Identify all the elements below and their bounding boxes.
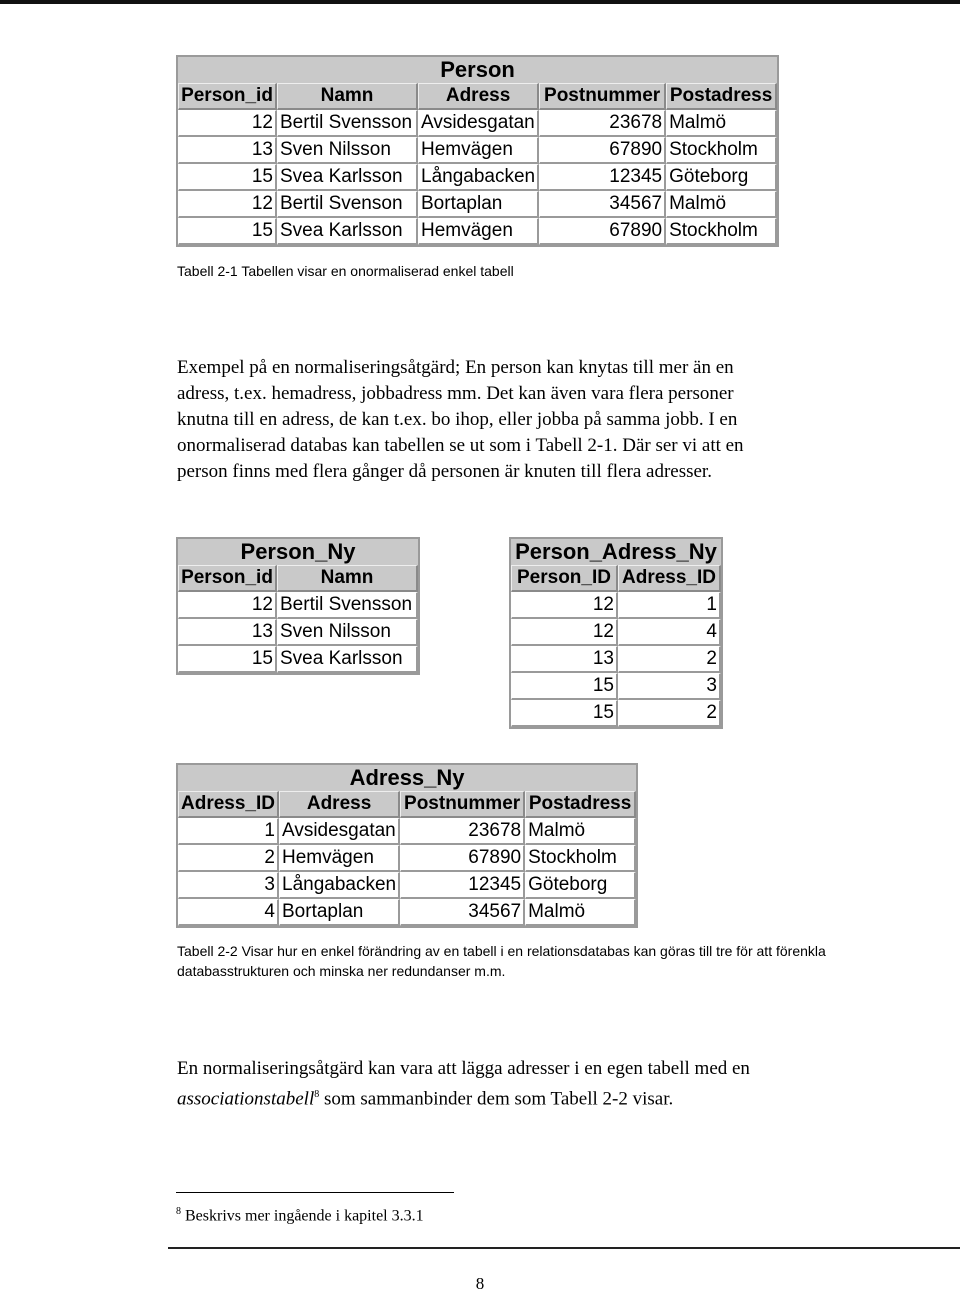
caption-line: Tabell 2-2 Visar hur en enkel förändring av en tabell i en relationsdatabas kan göras till tre för att förenkla — [177, 943, 826, 959]
person-adress-ny-table — [509, 537, 723, 729]
cell: Malmö — [666, 110, 777, 137]
cell: 34567 — [539, 191, 666, 218]
cell: Svea Karlsson — [277, 164, 418, 191]
table-row — [178, 872, 636, 899]
table-row — [178, 592, 418, 619]
table-caption — [177, 941, 826, 981]
adress-ny-table — [176, 763, 638, 928]
cell: 15 — [178, 646, 277, 673]
cell: 15 — [511, 700, 618, 727]
footnote-text: Beskrivs mer ingående i kapitel 3.3.1 — [181, 1207, 424, 1225]
table-row — [178, 619, 418, 646]
person-ny-table — [176, 537, 420, 675]
cell: 67890 — [400, 845, 525, 872]
cell: 3 — [618, 673, 721, 700]
cell: Sven Nilsson — [277, 619, 418, 646]
table-row — [178, 218, 777, 245]
table-row — [178, 845, 636, 872]
cell: Hemvägen — [279, 845, 400, 872]
text-line — [177, 1082, 750, 1112]
column-header: Person_id — [178, 565, 277, 592]
cell: 3 — [178, 872, 279, 899]
text-line: person finns med flera gånger då personen är knuten till flera adresser. — [177, 461, 712, 482]
cell: Svea Karlsson — [277, 646, 418, 673]
table-row — [511, 673, 721, 700]
cell: 67890 — [539, 137, 666, 164]
cell: 1 — [618, 592, 721, 619]
footnote — [176, 1206, 424, 1225]
column-header: Adress_ID — [618, 565, 721, 592]
bottom-rule — [168, 1247, 960, 1249]
paragraph — [177, 1056, 750, 1112]
table-row — [178, 818, 636, 845]
cell: Långabacken — [418, 164, 539, 191]
column-header: Person_ID — [511, 565, 618, 592]
cell: 12 — [178, 191, 277, 218]
cell: 34567 — [400, 899, 525, 926]
cell: Bertil Svensson — [277, 592, 418, 619]
cell: Hemvägen — [418, 137, 539, 164]
cell: Bortaplan — [279, 899, 400, 926]
cell: 15 — [178, 218, 277, 245]
table-row — [511, 592, 721, 619]
table-row — [511, 646, 721, 673]
cell: 13 — [511, 646, 618, 673]
cell: Avsidesgatan — [418, 110, 539, 137]
footnote-ref[interactable]: 8 — [314, 1089, 320, 1100]
cell: 12345 — [400, 872, 525, 899]
text-segment: som sammanbinder dem som Tabell 2-2 visar. — [319, 1088, 674, 1110]
table-title: Person_Ny — [178, 539, 418, 565]
cell: Långabacken — [279, 872, 400, 899]
column-header: Adress — [279, 791, 400, 818]
cell: 13 — [178, 137, 277, 164]
top-rule — [0, 0, 960, 4]
cell: 4 — [618, 619, 721, 646]
table-title: Person — [178, 57, 777, 83]
page-number: 8 — [475, 1274, 485, 1293]
text-line: onormaliserad databas kan tabellen se ut som i Tabell 2-1. Där ser vi att en — [177, 435, 744, 456]
column-header: Namn — [277, 83, 418, 110]
table-row — [178, 646, 418, 673]
cell: Stockholm — [666, 137, 777, 164]
column-header: Namn — [277, 565, 418, 592]
cell: Göteborg — [525, 872, 636, 899]
cell: Stockholm — [525, 845, 636, 872]
cell: 23678 — [539, 110, 666, 137]
person-table — [176, 55, 779, 247]
table-caption: Tabell 2-1 Tabellen visar en onormaliserad enkel tabell — [177, 263, 514, 279]
cell: 2 — [178, 845, 279, 872]
table-row — [178, 110, 777, 137]
footnote-separator — [176, 1192, 454, 1193]
cell: Sven Nilsson — [277, 137, 418, 164]
cell: Malmö — [666, 191, 777, 218]
cell: 12 — [511, 592, 618, 619]
column-header: Postnummer — [400, 791, 525, 818]
cell: 67890 — [539, 218, 666, 245]
cell: 2 — [618, 646, 721, 673]
cell: 12 — [178, 110, 277, 137]
cell: Bertil Svensson — [277, 110, 418, 137]
cell: 12345 — [539, 164, 666, 191]
cell: 13 — [178, 619, 277, 646]
footnote-number: 8 — [176, 1206, 181, 1217]
cell: 12 — [511, 619, 618, 646]
table-row — [178, 164, 777, 191]
cell: 23678 — [400, 818, 525, 845]
table-row — [178, 191, 777, 218]
cell: Hemvägen — [418, 218, 539, 245]
column-header: Adress_ID — [178, 791, 279, 818]
cell: 15 — [511, 673, 618, 700]
cell: Bertil Svenson — [277, 191, 418, 218]
cell: 2 — [618, 700, 721, 727]
table-row — [178, 137, 777, 164]
cell: Avsidesgatan — [279, 818, 400, 845]
cell: Bortaplan — [418, 191, 539, 218]
text-line: En normaliseringsåtgärd kan vara att lägga adresser i en egen tabell med en — [177, 1058, 750, 1079]
table-row — [178, 899, 636, 926]
cell: Göteborg — [666, 164, 777, 191]
cell: Malmö — [525, 818, 636, 845]
table-row — [511, 700, 721, 727]
column-header: Postnummer — [539, 83, 666, 110]
column-header: Postadress — [525, 791, 636, 818]
paragraph — [177, 355, 744, 485]
cell: 1 — [178, 818, 279, 845]
cell: 4 — [178, 899, 279, 926]
cell: Svea Karlsson — [277, 218, 418, 245]
text-line: Exempel på en normaliseringsåtgärd; En person kan knytas till mer än en — [177, 357, 734, 378]
column-header: Person_id — [178, 83, 277, 110]
cell: 15 — [178, 164, 277, 191]
column-header: Adress — [418, 83, 539, 110]
table-title: Person_Adress_Ny — [511, 539, 721, 565]
table-row — [511, 619, 721, 646]
term-associationstabell: associationstabell — [177, 1088, 315, 1110]
column-header: Postadress — [666, 83, 777, 110]
table-title: Adress_Ny — [178, 765, 636, 791]
text-line: adress, t.ex. hemadress, jobbadress mm. Det kan även vara flera personer — [177, 383, 734, 404]
text-line: knutna till en adress, de kan t.ex. bo ihop, eller jobba på samma jobb. I en — [177, 409, 738, 430]
cell: Stockholm — [666, 218, 777, 245]
cell: 12 — [178, 592, 277, 619]
cell: Malmö — [525, 899, 636, 926]
caption-line: databasstrukturen och minska ner redundanser m.m. — [177, 963, 506, 979]
